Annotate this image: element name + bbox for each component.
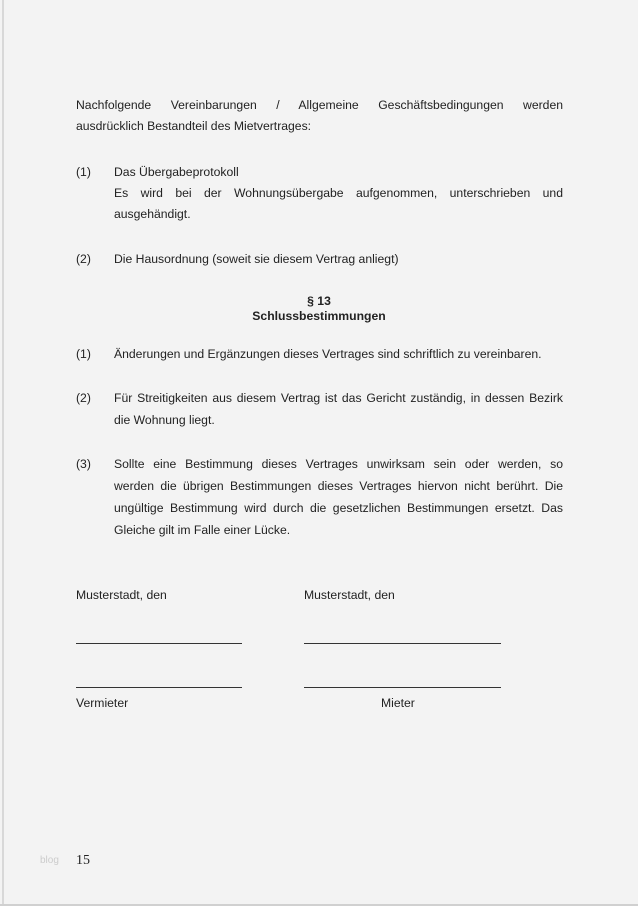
item-text: werden die übrigen Bestimmungen dieses Vertrages hiervon nicht berührt. Die xyxy=(114,479,563,493)
item-text: die Wohnung liegt. xyxy=(114,413,215,427)
item-text: Änderungen und Ergänzungen dieses Vertrages sind schriftlich zu vereinbaren. xyxy=(114,347,542,361)
item-number: (2) xyxy=(76,252,91,266)
item-text: Sollte eine Bestimmung dieses Vertrages unwirksam sein oder werden, so xyxy=(114,457,563,471)
tenant-label: Mieter xyxy=(381,696,415,710)
item-text: ausgehändigt. xyxy=(114,207,191,221)
item-text: Für Streitigkeiten aus diesem Vertrag ist das Gericht zuständig, in dessen Bezirk xyxy=(114,391,563,405)
date-line-left xyxy=(76,643,242,644)
section-number: § 13 xyxy=(307,294,331,308)
landlord-label: Vermieter xyxy=(76,696,129,710)
section-title: Schlussbestimmungen xyxy=(252,309,386,323)
item-text: ungültige Bestimmung wird durch die gesetzlichen Bestimmungen ersetzt. Das xyxy=(114,501,563,515)
intro-line-2: ausdrücklich Bestandteil des Mietvertrages: xyxy=(76,119,312,133)
item-title: Die Hausordnung (soweit sie diesem Vertrag anliegt) xyxy=(114,252,399,266)
item-text: Es wird bei der Wohnungsübergabe aufgenommen, unterschrieben und xyxy=(114,186,563,200)
watermark: blog xyxy=(40,855,59,866)
page-number: 15 xyxy=(76,853,90,868)
item-number: (3) xyxy=(76,457,91,471)
place-date-left: Musterstadt, den xyxy=(76,588,167,602)
date-line-right xyxy=(304,643,501,644)
place-date-right: Musterstadt, den xyxy=(304,588,395,602)
item-number: (1) xyxy=(76,347,91,361)
item-number: (2) xyxy=(76,391,91,405)
signature-line-landlord xyxy=(76,687,242,688)
item-text: Gleiche gilt im Falle einer Lücke. xyxy=(114,523,291,537)
item-title: Das Übergabeprotokoll xyxy=(114,165,239,179)
intro-line-1: Nachfolgende Vereinbarungen / Allgemeine Geschäftsbedingungen werden xyxy=(76,98,563,112)
page-edge xyxy=(2,0,4,906)
item-number: (1) xyxy=(76,165,91,179)
signature-line-tenant xyxy=(304,687,501,688)
